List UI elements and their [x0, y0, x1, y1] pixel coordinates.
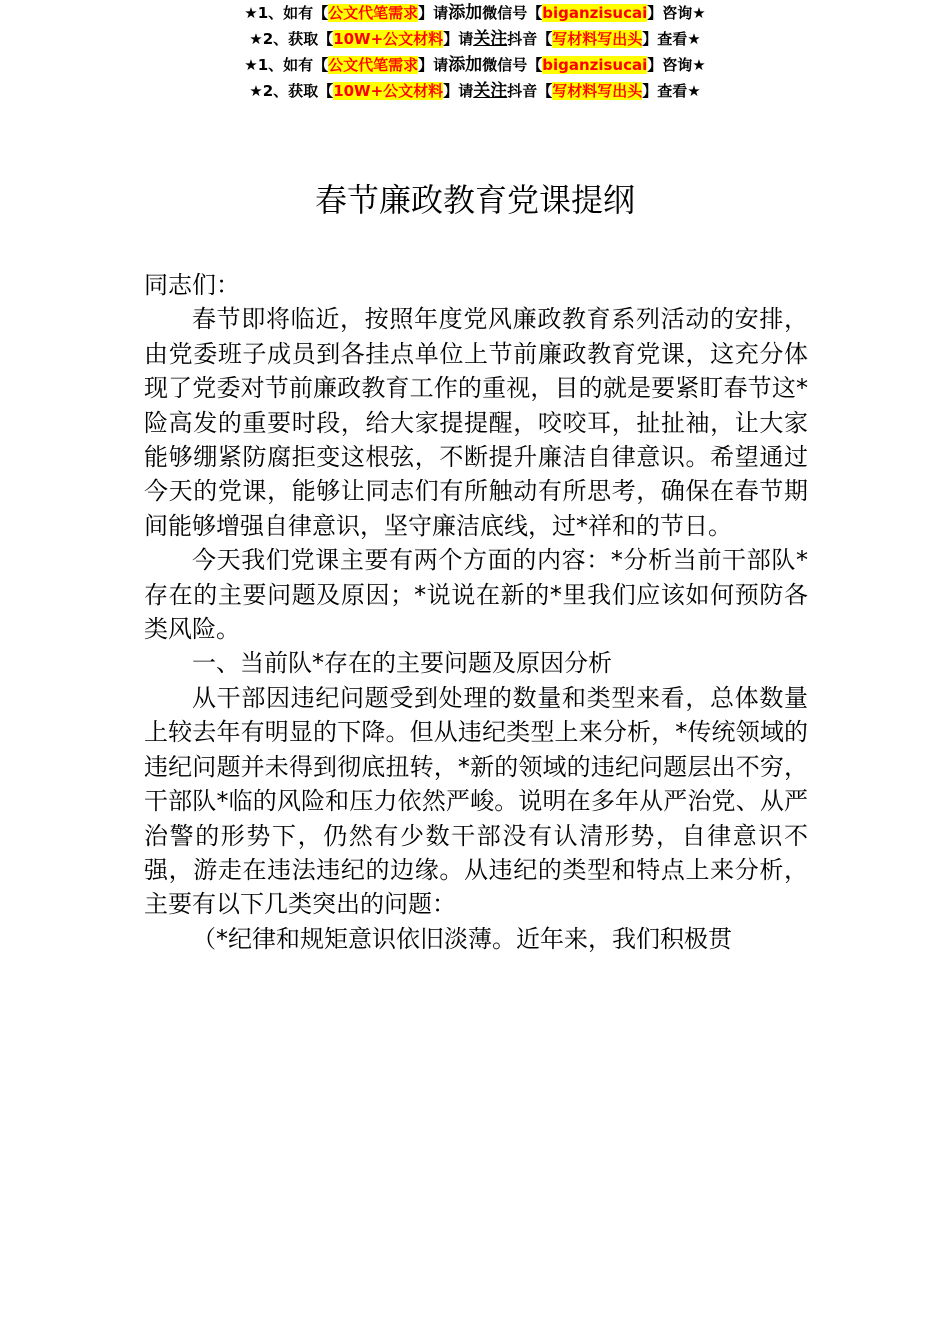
banner-highlight: 10W+公文材料: [333, 82, 444, 100]
banner-text: ★2、获取【: [249, 82, 334, 100]
banner-highlight: 公文代笔需求: [328, 56, 419, 74]
banner-line-2: [0, 78, 950, 104]
salutation: 同志们：: [144, 271, 240, 299]
banner-text: 】请: [418, 56, 449, 74]
banner-line-2: [0, 26, 950, 52]
banner-text: 抖音【: [507, 82, 553, 100]
banner-text: 微信号【: [482, 4, 543, 22]
footer-banner: [0, 52, 950, 104]
document-title: 春节廉政教育党课提纲: [314, 181, 635, 219]
banner-highlight: 10W+公文材料: [333, 30, 444, 48]
paragraph: （*纪律和规矩意识依旧淡薄。近年来，我们积极贯: [192, 924, 732, 953]
paragraph: 从干部因违纪问题受到处理的数量和类型来看，总体数量上较去年有明显的下降。但从违纪类型上来分析，*传统领域的违纪问题并未得到彻底扭转，*新的领域的违纪问题层出不穷，干部队*临的风险和压力依然严峻。说明在多年从严治党、从严治警的形势下，仍然有少数干部没有认清形势，自律意识不强，游走在违法违纪的边缘。从违纪的类型和特点上来分析，主要有以下几类突出的问题：: [144, 683, 808, 919]
banner-text: ★1、如有【: [244, 4, 329, 22]
banner-emphasis: 关注: [473, 81, 508, 101]
document-body: [144, 268, 808, 956]
banner-text: ★2、获取【: [249, 30, 334, 48]
banner-highlight: 写材料写出头: [552, 30, 643, 48]
banner-emphasis: 添加: [448, 3, 483, 23]
banner-text: 】请: [443, 30, 474, 48]
banner-highlight: biganzisucai: [542, 4, 648, 22]
banner-text: 】查看★: [642, 30, 701, 48]
header-banner: [0, 0, 950, 52]
section-heading: 一、当前队*存在的主要问题及原因分析: [192, 649, 612, 678]
banner-highlight: 写材料写出头: [552, 82, 643, 100]
banner-text: 】请: [443, 82, 474, 100]
banner-text: 】咨询★: [647, 4, 706, 22]
banner-text: 微信号【: [482, 56, 543, 74]
banner-text: 】请: [418, 4, 449, 22]
banner-text: 】咨询★: [647, 56, 706, 74]
banner-text: ★1、如有【: [244, 56, 329, 74]
banner-text: 】查看★: [642, 82, 701, 100]
paragraph: 今天我们党课主要有两个方面的内容：*分析当前干部队*存在的主要问题及原因；*说说在新的*里我们应该如何预防各类风险。: [144, 546, 808, 644]
banner-highlight: biganzisucai: [542, 56, 648, 74]
banner-emphasis: 关注: [473, 29, 508, 49]
banner-highlight: 公文代笔需求: [328, 4, 419, 22]
banner-line-1: [0, 0, 950, 26]
banner-text: 抖音【: [507, 30, 553, 48]
paragraph: 春节即将临近，按照年度党风廉政教育系列活动的安排，由党委班子成员到各挂点单位上节前廉政教育党课，这充分体现了党委对节前廉政教育工作的重视，目的就是要紧盯春节这*险高发的重要时段，给大家提提醒，咬咬耳，扯扯袖，让大家能够绷紧防腐拒变这根弦，不断提升廉洁自律意识。希望通过今天的党课，能够让同志们有所触动有所思考，确保在春节期间能够增强自律意识，坚守廉洁底线，过*祥和的节日。: [144, 305, 808, 540]
banner-emphasis: 添加: [448, 55, 483, 75]
banner-line-1: [0, 52, 950, 78]
